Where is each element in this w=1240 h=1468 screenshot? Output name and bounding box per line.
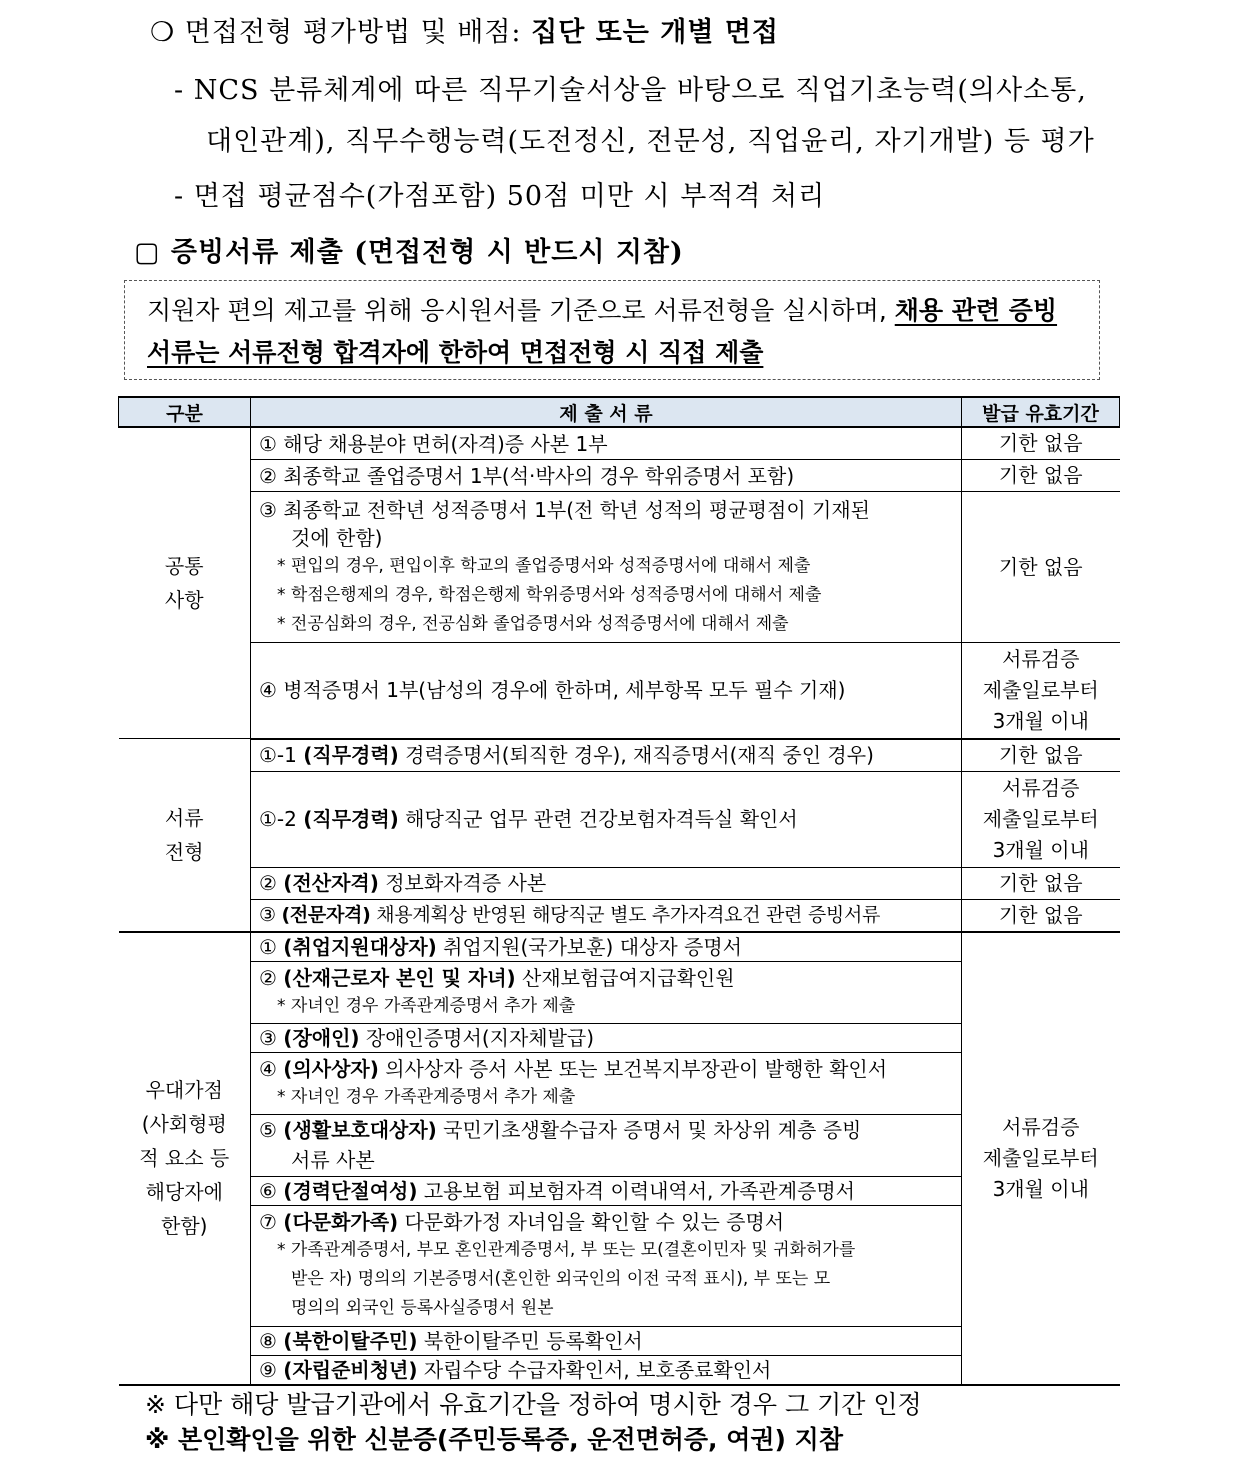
doc-disability: ③ (장애인) 장애인증명서(지자체발급) bbox=[251, 1023, 962, 1052]
notice-line2: 서류는 서류전형 합격자에 한하여 면접전형 시 직접 제출 bbox=[147, 338, 764, 367]
doc-health-insurance: ①-2 (직무경력) 해당직군 업무 관련 건강보험자격득실 확인서 bbox=[251, 771, 962, 867]
table-row bbox=[119, 739, 1120, 772]
validity-value: 기한 없음 bbox=[962, 899, 1120, 932]
dash-ncs-line2: 대인관계), 직무수행능력(도전정신, 전문성, 직업윤리, 자기개발) 등 평가 bbox=[206, 126, 1095, 157]
footer-id-note: ※ 본인확인을 위한 신분증(주민등록증, 운전면허증, 여권) 지참 bbox=[145, 1425, 843, 1454]
validity-value: 기한 없음 bbox=[962, 492, 1120, 643]
table-row bbox=[119, 643, 1120, 739]
header-validity: 발급 유효기간 bbox=[962, 397, 1120, 427]
validity-value: 서류검증 제출일로부터 3개월 이내 bbox=[962, 771, 1120, 867]
table-row bbox=[119, 899, 1120, 932]
doc-livelihood-recipient: ⑤ (생활보호대상자) 국민기초생활수급자 증명서 및 차상위 계층 증빙 서류 사본 bbox=[251, 1114, 962, 1176]
validity-value: 기한 없음 bbox=[962, 427, 1120, 460]
doc-career-cert: ①-1 (직무경력) 경력증명서(퇴직한 경우), 재직증명서(재직 중인 경우) bbox=[251, 739, 962, 772]
note-advanced-major: * 전공심화의 경우, 전공심화 졸업증명서와 성적증명서에 대해서 제출 bbox=[277, 613, 789, 634]
doc-graduation-cert: ② 최종학교 졸업증명서 1부(석·박사의 경우 학위증명서 포함) bbox=[251, 460, 962, 492]
table-row bbox=[119, 460, 1120, 492]
section-title: ▢ 증빙서류 제출 (면접전형 시 반드시 지참) bbox=[134, 237, 684, 268]
note-credit-bank: * 학점은행제의 경우, 학점은행제 학위증명서와 성적증명서에 대해서 제출 bbox=[277, 584, 822, 605]
doc-transcript: ③ 최종학교 전학년 성적증명서 1부(전 학년 성적의 평균평점이 기재된 것에 한함) * 편입의 경우, 편입이후 학교의 졸업증명서와 성적증명서에 대해서 제출 * 학점은행제의 경우, 학점은행제 학위증명서와 성적증명서에 대해서 제출 * 전공심화의 경우, 전공심화 졸업증명서와 성적증명서에 대해서 제출 bbox=[251, 492, 962, 643]
table-row bbox=[119, 932, 1120, 962]
doc-professional-license: ③ (전문자격) 채용계획상 반영된 해당직군 별도 추가자격요건 관련 증빙서류 bbox=[251, 899, 962, 932]
note-transfer: * 편입의 경우, 편입이후 학교의 졸업증명서와 성적증명서에 대해서 제출 bbox=[277, 555, 811, 576]
footer-validity-note: ※ 다만 해당 발급기관에서 유효기간을 정하여 명시한 경우 그 기간 인정 bbox=[145, 1390, 922, 1419]
table-row bbox=[119, 427, 1120, 460]
doc-license-copy: ① 해당 채용분야 면허(자격)증 사본 1부 bbox=[251, 427, 962, 460]
doc-righteous-casualty: ④ (의사상자) 의사상자 증서 사본 또는 보건복지부장관이 발행한 확인서 * 자녀인 경우 가족관계증명서 추가 제출 bbox=[251, 1052, 962, 1114]
doc-industrial-accident: ② (산재근로자 본인 및 자녀) 산재보험급여지급확인원 * 자녀인 경우 가족관계증명서 추가 제출 bbox=[251, 961, 962, 1023]
eval-method-bold: 집단 또는 개별 면접 bbox=[531, 17, 779, 48]
table-row bbox=[119, 771, 1120, 867]
category-preferential: 우대가점 (사회형평 적 요소 등 해당자에 한함) bbox=[119, 932, 251, 1385]
validity-value: 기한 없음 bbox=[962, 867, 1120, 899]
table-header-row bbox=[119, 397, 1120, 427]
table-row bbox=[119, 867, 1120, 899]
doc-it-license: ② (전산자격) 정보화자격증 사본 bbox=[251, 867, 962, 899]
header-documents: 제 출 서 류 bbox=[251, 397, 962, 427]
notice-line1: 지원자 편의 제고를 위해 응시원서를 기준으로 서류전형을 실시하며, 채용 관련 증빙 bbox=[147, 296, 1058, 325]
header-category: 구분 bbox=[119, 397, 251, 427]
doc-independent-youth: ⑨ (자립준비청년) 자립수당 수급자확인서, 보호종료확인서 bbox=[251, 1355, 962, 1385]
doc-north-korean-defector: ⑧ (북한이탈주민) 북한이탈주민 등록확인서 bbox=[251, 1326, 962, 1355]
category-screening: 서류 전형 bbox=[119, 739, 251, 932]
doc-military-cert: ④ 병적증명서 1부(남성의 경우에 한하며, 세부항목 모두 필수 기재) bbox=[251, 643, 962, 739]
doc-employment-support: ① (취업지원대상자) 취업지원(국가보훈) 대상자 증명서 bbox=[251, 932, 962, 962]
dash-score-line: - 면접 평균점수(가점포함) 50점 미만 시 부적격 처리 bbox=[174, 181, 826, 212]
category-common: 공통 사항 bbox=[119, 427, 251, 739]
validity-value: 서류검증 제출일로부터 3개월 이내 bbox=[962, 643, 1120, 739]
table-row bbox=[119, 492, 1120, 643]
doc-multicultural-family: ⑦ (다문화가족) 다문화가정 자녀임을 확인할 수 있는 증명서 * 가족관계증명서, 부모 혼인관계증명서, 부 또는 모(결혼이민자 및 귀화허가를 받은 자) 명의의 기본증명서(혼인한 외국인의 이전 국적 표시), 부 또는 모 명의의 외국인 등록사실증명서 원본 bbox=[251, 1205, 962, 1326]
dash-ncs-line1: - NCS 분류체계에 따른 직무기술서상을 바탕으로 직업기초능력(의사소통, bbox=[174, 75, 1087, 106]
notice-box bbox=[124, 280, 1100, 380]
validity-value: 기한 없음 bbox=[962, 739, 1120, 772]
validity-value: 서류검증 제출일로부터 3개월 이내 bbox=[962, 932, 1120, 1385]
eval-method-line: ❍ 면접전형 평가방법 및 배점: 집단 또는 개별 면접 bbox=[150, 17, 779, 48]
doc-career-break-women: ⑥ (경력단절여성) 고용보험 피보험자격 이력내역서, 가족관계증명서 bbox=[251, 1176, 962, 1205]
validity-value: 기한 없음 bbox=[962, 460, 1120, 492]
documents-table bbox=[118, 396, 1120, 1386]
